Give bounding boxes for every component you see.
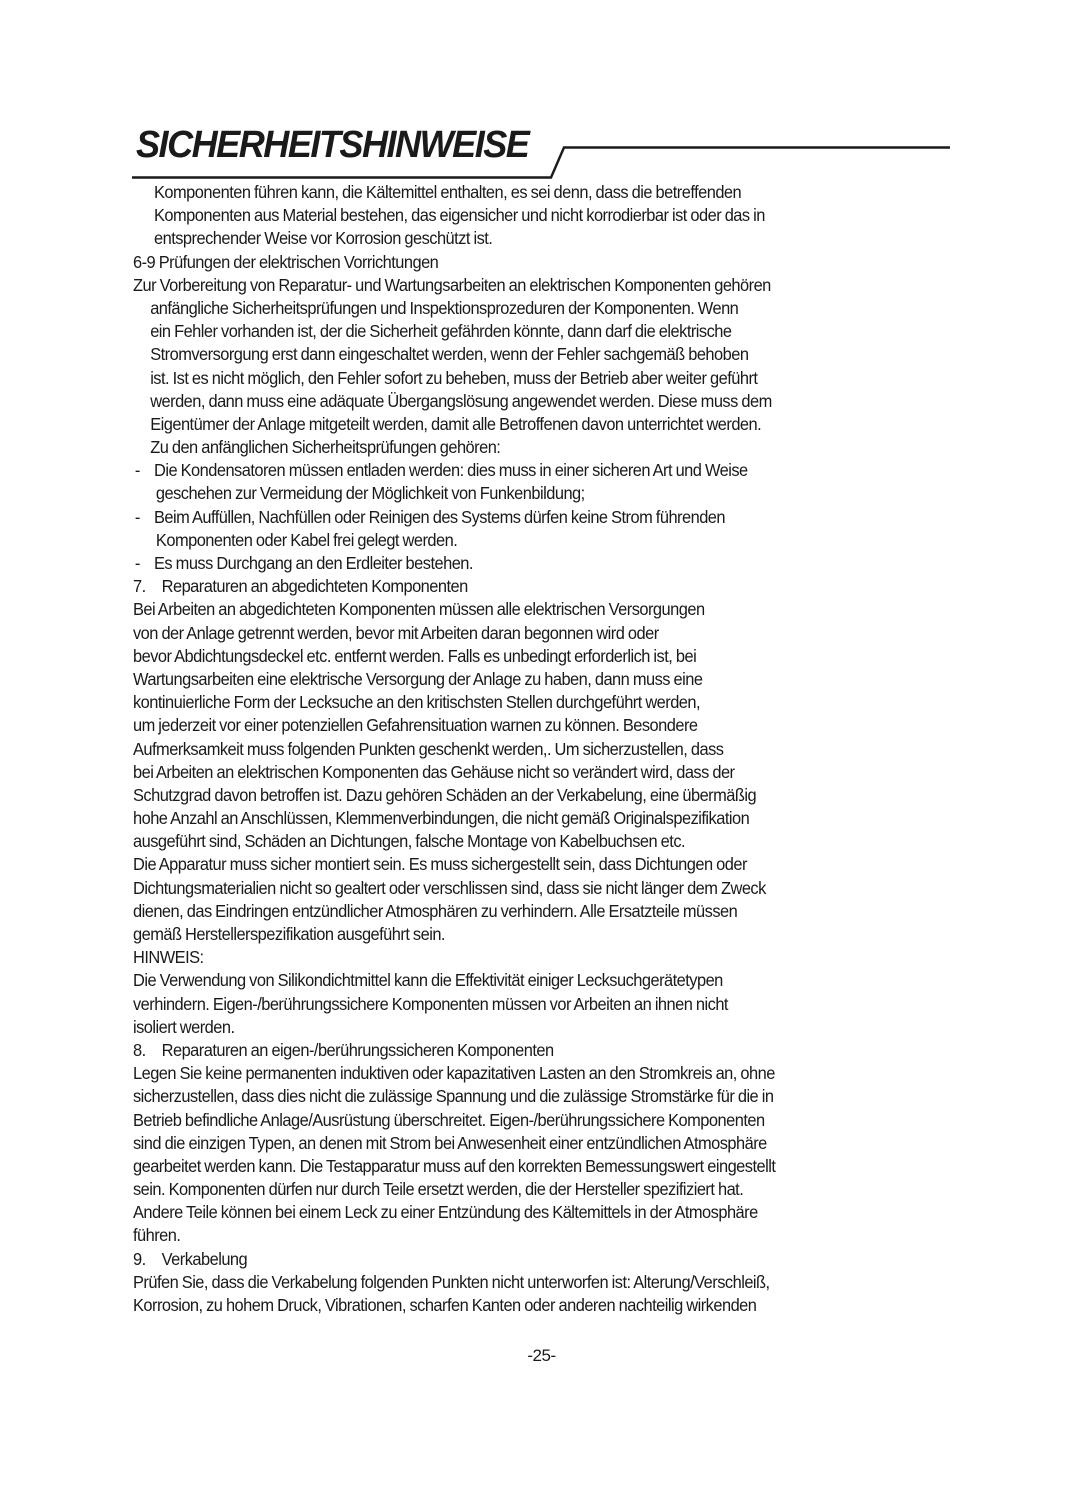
- section-heading: 6-9 Prüfungen der elektrischen Vorrichtungen: [133, 251, 439, 272]
- section-9: [133, 1248, 916, 1318]
- bullet-list: [133, 459, 916, 575]
- text-line: hohe Anzahl an Anschlüssen, Klemmenverbindungen, die nicht gemäß Originalspezifikation: [133, 808, 750, 829]
- text-line: anfängliche Sicherheitsprüfungen und Inspektionsprozeduren der Komponenten. Wenn: [150, 297, 739, 318]
- text-line: Legen Sie keine permanenten induktiven oder kapazitativen Lasten an den Stromkreis an, ohne: [133, 1063, 775, 1084]
- list-item-continuation: Komponenten oder Kabel frei gelegt werden.: [155, 529, 458, 550]
- list-item: [133, 552, 916, 575]
- text-line: Andere Teile können bei einem Leck zu einer Entzündung des Kältemittels in der Atmosphäre: [133, 1202, 758, 1223]
- text-line: Komponenten aus Material bestehen, das eigensicher und nicht korrodierbar ist oder das in: [154, 205, 765, 226]
- text-line: Prüfen Sie, dass die Verkabelung folgenden Punkten nicht unterworfen ist: Alterung/Verschleiß,: [133, 1271, 770, 1292]
- text-line: gearbeitet werden kann. Die Testapparatur muss auf den korrekten Bemessungswert eingestellt: [133, 1155, 776, 1176]
- section-6-9: [133, 251, 916, 576]
- intro-continuation: [133, 181, 916, 251]
- section-heading-text: Reparaturen an eigen-/berührungssicheren Komponenten: [161, 1039, 554, 1060]
- section-heading: [133, 1248, 916, 1271]
- document-body: [133, 181, 916, 1317]
- section-heading-text: Reparaturen an abgedichteten Komponenten: [161, 576, 468, 597]
- section-number: 7.: [133, 576, 146, 597]
- text-line: gemäß Herstellerspezifikation ausgeführt sein.: [133, 924, 445, 944]
- text-line: Stromversorgung erst dann eingeschaltet werden, wenn der Fehler sachgemäß behoben: [150, 344, 749, 365]
- note-label: HINWEIS:: [133, 947, 204, 968]
- text-line: sind die einzigen Typen, an denen mit Strom bei Anwesenheit einer entzündlichen Atmosphäre: [133, 1132, 767, 1153]
- section-heading-text: Verkabelung: [161, 1248, 248, 1269]
- section-8: [133, 1039, 916, 1248]
- text-line: entsprechender Weise vor Korrosion geschützt ist.: [154, 228, 493, 249]
- text-line: sein. Komponenten dürfen nur durch Teile ersetzt werden, die der Hersteller spezifiziert hat.: [133, 1179, 744, 1200]
- section-heading: [133, 575, 916, 598]
- list-item-text: Beim Auffüllen, Nachfüllen oder Reinigen des Systems dürfen keine Strom führenden: [154, 506, 726, 527]
- page-number: -25-: [527, 1346, 556, 1365]
- text-line: bevor Abdichtungsdeckel etc. entfernt werden. Falls es unbedingt erforderlich ist, bei: [133, 645, 697, 666]
- text-line: Bei Arbeiten an abgedichteten Komponenten müssen alle elektrischen Versorgungen: [133, 599, 705, 620]
- text-line: Schutzgrad davon betroffen ist. Dazu gehören Schäden an der Verkabelung, eine übermäßig: [133, 784, 757, 805]
- text-line: ein Fehler vorhanden ist, der die Sicherheit gefährden könnte, dann darf die elektrische: [150, 321, 732, 342]
- section-number: 8.: [133, 1039, 146, 1060]
- text-line: sicherzustellen, dass dies nicht die zulässige Spannung und die zulässige Stromstärke für die in: [133, 1086, 774, 1107]
- dash-bullet: -: [134, 506, 140, 527]
- text-line: ausgeführt sind, Schäden an Dichtungen, falsche Montage von Kabelbuchsen etc.: [133, 831, 686, 852]
- header-rule-divider: [0, 0, 1083, 200]
- text-line: um jederzeit vor einer potenziellen Gefahrensituation warnen zu können. Besondere: [133, 715, 698, 736]
- text-line: Die Apparatur muss sicher montiert sein. Es muss sichergestellt sein, dass Dichtungen oder: [133, 854, 747, 875]
- text-line: von der Anlage getrennt werden, bevor mit Arbeiten daran begonnen wird oder: [133, 622, 659, 643]
- text-line: Dichtungsmaterialien nicht so gealtert oder verschlissen sind, dass sie nicht länger dem Zweck: [133, 877, 766, 898]
- note-text-line: Die Verwendung von Silikondichtmittel kann die Effektivität einiger Lecksuchgerätetypen: [133, 970, 723, 991]
- text-line: Zu den anfänglichen Sicherheitsprüfungen gehören:: [150, 437, 501, 458]
- list-item-text: Es muss Durchgang an den Erdleiter bestehen.: [154, 553, 473, 573]
- text-line: Betrieb befindliche Anlage/Ausrüstung überschreitet. Eigen-/berührungssichere Komponenten: [133, 1109, 765, 1130]
- text-line: Zur Vorbereitung von Reparatur- und Wartungsarbeiten an elektrischen Komponenten gehören: [133, 274, 771, 295]
- section-heading: [133, 1039, 916, 1062]
- text-line: Aufmerksamkeit muss folgenden Punkten geschenkt werden,. Um sicherzustellen, dass: [133, 738, 724, 759]
- list-item: [133, 506, 916, 529]
- text-line: Komponenten führen kann, die Kältemittel enthalten, es sei denn, dass die betreffenden: [154, 182, 742, 202]
- text-line: ist. Ist es nicht möglich, den Fehler sofort zu beheben, muss der Betrieb aber weiter geführt: [150, 367, 758, 388]
- list-item-continuation: geschehen zur Vermeidung der Möglichkeit von Funkenbildung;: [155, 483, 585, 504]
- text-line: Wartungsarbeiten eine elektrische Versorgung der Anlage zu haben, dann muss eine: [133, 668, 703, 689]
- page-title: SICHERHEITSHINWEISE: [136, 124, 529, 166]
- text-line: Eigentümer der Anlage mitgeteilt werden, damit alle Betroffenen davon unterrichtet werden.: [150, 413, 762, 434]
- dash-bullet: -: [134, 460, 140, 481]
- list-item: [133, 459, 916, 482]
- text-line: Korrosion, zu hohem Druck, Vibrationen, scharfen Kanten oder anderen nachteilig wirkenden: [133, 1295, 757, 1315]
- text-line: führen.: [133, 1225, 181, 1246]
- text-line: dienen, das Eindringen entzündlicher Atmosphären zu verhindern. Alle Ersatzteile müssen: [133, 900, 738, 921]
- dash-bullet: -: [134, 553, 140, 573]
- text-line: bei Arbeiten an elektrischen Komponenten das Gehäuse nicht so verändert wird, dass der: [133, 761, 735, 782]
- note-text-line: isoliert werden.: [133, 1016, 235, 1037]
- note-text-line: verhindern. Eigen-/berührungssichere Komponenten müssen vor Arbeiten an ihnen nicht: [133, 993, 728, 1014]
- list-item-text: Die Kondensatoren müssen entladen werden: dies muss in einer sicheren Art und Weise: [154, 460, 748, 481]
- section-7: [133, 575, 916, 1039]
- text-line: werden, dann muss eine adäquate Übergangslösung angewendet werden. Diese muss dem: [150, 390, 772, 411]
- text-line: kontinuierliche Form der Lecksuche an den kritischsten Stellen durchgeführt werden,: [133, 692, 701, 713]
- section-number: 9.: [133, 1248, 146, 1269]
